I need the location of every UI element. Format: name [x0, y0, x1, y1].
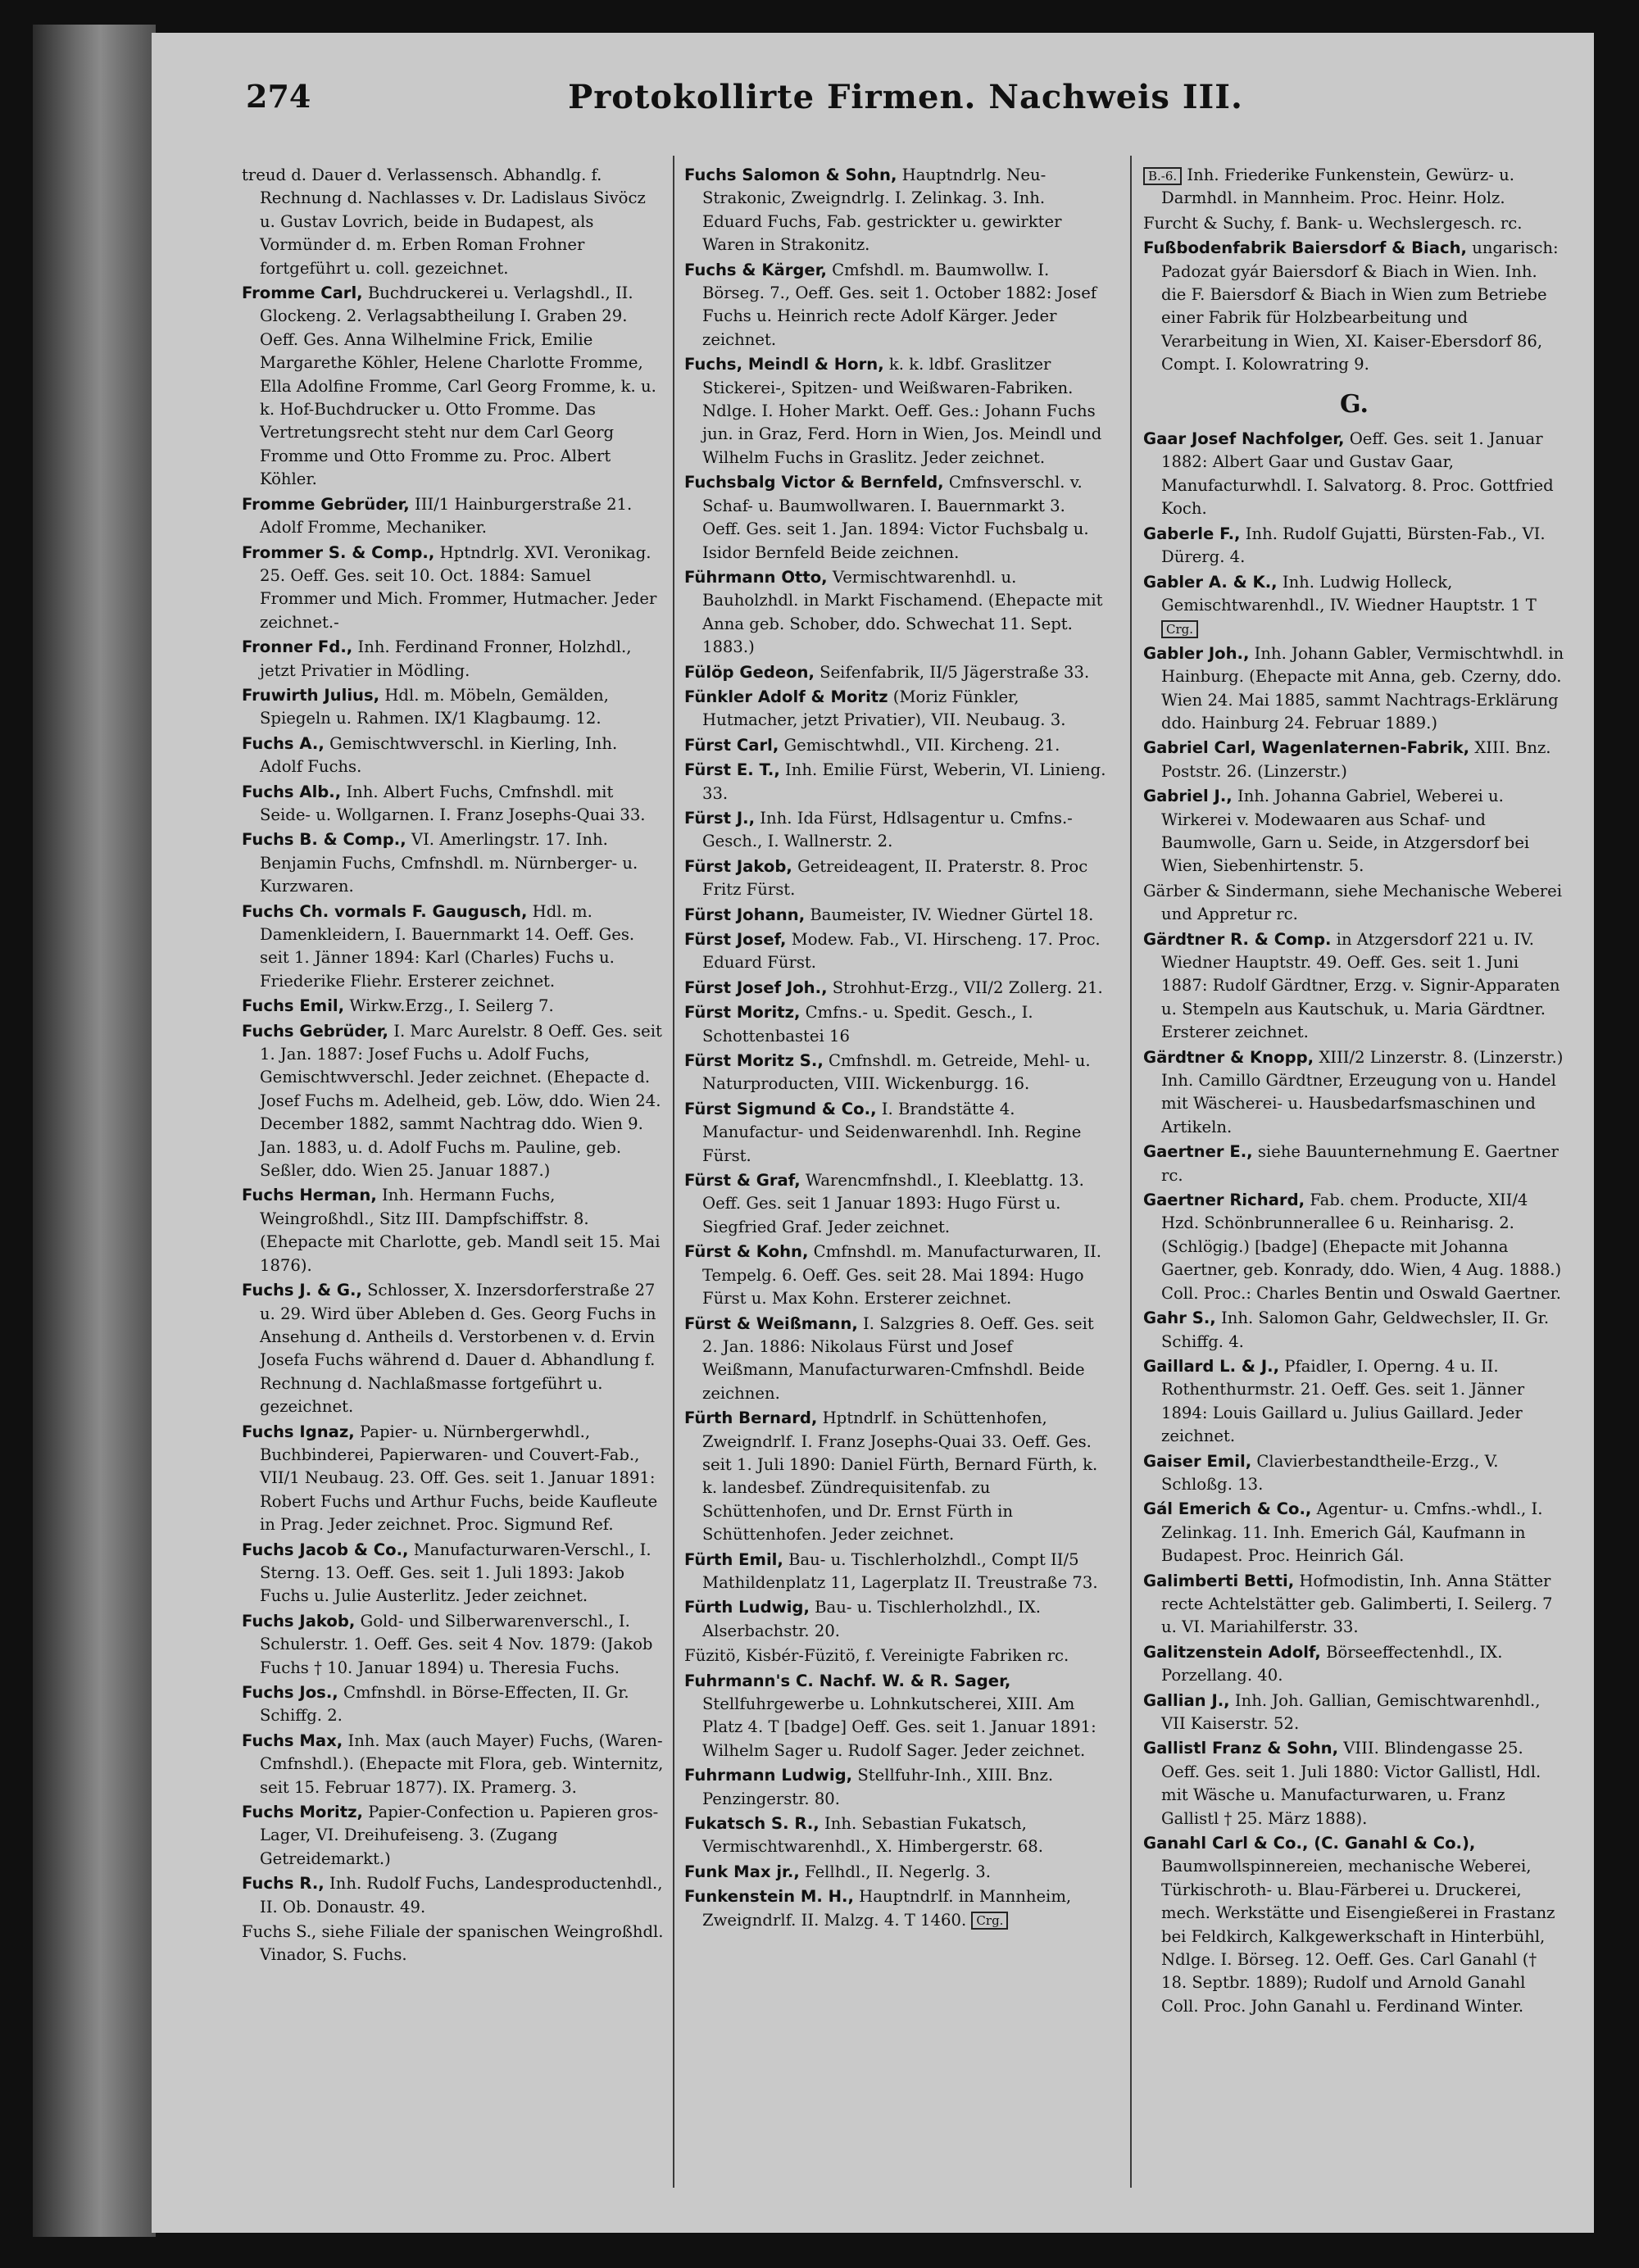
entry: Funkenstein M. H., Hauptndrlf. in Mannheim, Zweigndrlf. II. Malzg. 4. T 1460. Crg. — [684, 1887, 1072, 1930]
entry: Fürst & Weißmann, I. Salzgries 8. Oeff. Ges. seit 2. Jan. 1886: Nikolaus Fürst und Josef Weißmann, Manufacturwaren-Cmfnshdl. Beide zeichnen. — [684, 1313, 1094, 1403]
entry: Gaertner Richard, Fab. chem. Producte, XII/4 Hzd. Schönbrunnerallee 6 u. Reinharisg. 2. (Schlögig.) [badge] (Ehepacte mit Johanna Gaertner, geb. Konrady, ddo. Wien, 4 Aug. 1888.) Coll. Proc.: Charles Bentin und Oswald Gaertner. — [1143, 1191, 1562, 1303]
entry: Gál Emerich & Co., Agentur- u. Cmfns.-whdl., I. Zelinkag. 11. Inh. Emerich Gál, Kaufmann in Budapest. Proc. Heinrich Gál. — [1143, 1499, 1543, 1566]
entry: Fuhrmann's C. Nachf. W. & R. Sager, Stellfuhrgewerbe u. Lohnkutscherei, XIII. Am Platz 4. T [badge] Oeff. Ges. seit 1. Januar 1891: Wilhelm Sager u. Rudolf Sager. Jeder zeichnet. — [684, 1671, 1096, 1760]
entry: Fuchs, Meindl & Horn, k. k. ldbf. Graslitzer Stickerei-, Spitzen- und Weißwaren-Fabriken. Ndlge. I. Hoher Markt. Oeff. Ges.: Johann Fuchs jun. in Graz, Ferd. Horn in Wien, Jos. Meindl und Wilhelm Fuchs in Graslitz. Jeder zeichnet. — [684, 355, 1102, 467]
entry: Fürst Josef, Modew. Fab., VI. Hirscheng. 17. Proc. Eduard Fürst. — [684, 930, 1101, 973]
entry: Gärdtner & Knopp, XIII/2 Linzerstr. 8. (Linzerstr.) Inh. Camillo Gärdtner, Erzeugung von u. Handel mit Wäscherei- u. Hausbedarfsmaschinen und Artikeln. — [1143, 1047, 1564, 1136]
entry: Gabriel Carl, Wagenlaternen-Fabrik, XIII. Bnz. Poststr. 26. (Linzerstr.) — [1143, 738, 1551, 781]
directory-page — [152, 33, 1594, 2233]
entry: Fuchs Jacob & Co., Manufacturwaren-Verschl., I. Sterng. 13. Oeff. Ges. seit 1. Juli 1893: Jakob Fuchs u. Julie Austerlitz. Jeder zeichnet. — [242, 1540, 652, 1606]
crg-badge: Crg. — [1161, 620, 1198, 638]
entry: Gahr S., Inh. Salomon Gahr, Geldwechsler, II. Gr. Schiffg. 4. — [1143, 1309, 1550, 1351]
entry: Fuchs S., siehe Filiale der spanischen Weingroßhdl. Vinador, S. Fuchs. — [242, 1922, 664, 1965]
entry: Gabler Joh., Inh. Johann Gabler, Vermischtwhdl. in Hainburg. (Ehepacte mit Anna, geb. Czerny, ddo. Wien 24. Mai 1885, sammt Nachtrags-Erklärung ddo. Hainburg 24. Februar 1889.) — [1143, 643, 1564, 733]
entry: Fuchs Jos., Cmfnshdl. in Börse-Effecten, II. Gr. Schiffg. 2. — [242, 1683, 629, 1726]
entry: Fuchs Jakob, Gold- und Silberwarenverschl., I. Schulerstr. 1. Oeff. Ges. seit 4 Nov. 1879: (Jakob Fuchs † 10. Januar 1894) u. Theresia Fuchs. — [242, 1611, 653, 1677]
entry: Furcht & Suchy, f. Bank- u. Wechslergesch. rc. — [1143, 213, 1523, 233]
entry: Fuchs R., Inh. Rudolf Fuchs, Landesproductenhdl., II. Ob. Donaustr. 49. — [242, 1874, 663, 1916]
entry: Funk Max jr., Fellhdl., II. Negerlg. 3. — [684, 1862, 991, 1881]
column-rule-1 — [673, 156, 674, 2188]
entry: Fuchs Ch. vormals F. Gaugusch, Hdl. m. Damenkleidern, I. Bauernmarkt 14. Oeff. Ges. seit 1. Jänner 1894: Karl (Charles) Fuchs u. Friederike Fliehr. Ersterer zeichnet. — [242, 901, 635, 991]
column-1 — [242, 164, 664, 2196]
entry: Fuchs Max, Inh. Max (auch Mayer) Fuchs, (Waren-Cmfnshdl.). (Ehepacte mit Flora, geb. Winternitz, seit 15. Februar 1877). IX. Pramerg. 3. — [242, 1730, 664, 1797]
entry: Fuchs A., Gemischtwverschl. in Kierling, Inh. Adolf Fuchs. — [242, 733, 618, 777]
entry: Fukatsch S. R., Inh. Sebastian Fukatsch, Vermischtwarenhdl., X. Himbergerstr. 68. — [684, 1814, 1043, 1857]
entry: Fürst & Kohn, Cmfnshdl. m. Manufacturwaren, II. Tempelg. 6. Oeff. Ges. seit 28. Mai 1894: Hugo Fürst u. Max Kohn. Ersterer zeichnet. — [684, 1242, 1102, 1309]
entry: Fürth Bernard, Hptndrlf. in Schüttenhofen, Zweigndrlf. I. Franz Josephs-Quai 33. Oeff. Ges. seit 1. Juli 1890: Daniel Fürth, Bernard Fürth, k. k. landesbef. Zündrequisitenfab. zu Schüttenhofen, und Dr. Ernst Fürth in Schüttenhofen. Jeder zeichnet. — [684, 1408, 1098, 1545]
entry: Gaar Josef Nachfolger, Oeff. Ges. seit 1. Januar 1882: Albert Gaar und Gustav Gaar, Manufacturwhdl. I. Salvatorg. 8. Proc. Gottfried Koch. — [1143, 429, 1554, 519]
entry: treud d. Dauer d. Verlassensch. Abhandlg. f. Rechnung d. Nachlasses v. Dr. Ladislaus Sivöcz u. Gustav Lovrich, beide in Budapest, als Vormünder d. m. Erben Roman Frohner fortgeführt u. coll. gezeichnet. — [242, 166, 646, 278]
entry: Gärdtner R. & Comp. in Atzgersdorf 221 u. IV. Wiedner Hauptstr. 49. Oeff. Ges. seit 1. Juni 1887: Rudolf Gärdtner, Erzg. v. Signir-Apparaten u. Stempeln aus Kautschuk, u. Maria Gärdtner. Ersterer zeichnet. — [1143, 929, 1560, 1042]
entry: Fuchs Gebrüder, I. Marc Aurelstr. 8 Oeff. Ges. seit 1. Jan. 1887: Josef Fuchs u. Adolf Fuchs, Gemischtwverschl. Jeder zeichnet. (Ehepacte d. Josef Fuchs m. Adelheid, geb. Löw, ddo. Wien 24. December 1882, sammt Nachtrag ddo. Wien 9. Jan. 1883, u. d. Adolf Fuchs m. Pauline, geb. Seßler, ddo. Wien 25. Januar 1887.) — [242, 1021, 662, 1181]
entry: Fuchsbalg Victor & Bernfeld, Cmfnsverschl. v. Schaf- u. Baumwollwaren. I. Bauernmarkt 3. Oeff. Ges. seit 1. Jan. 1894: Victor Fuchsbalg u. Isidor Bernfeld Beide zeichnen. — [684, 473, 1089, 562]
entry: Fuchs B. & Comp., VI. Amerlingstr. 17. Inh. Benjamin Fuchs, Cmfnshdl. m. Nürnberger- u. Kurzwaren. — [242, 830, 638, 896]
entry: Fuchs Alb., Inh. Albert Fuchs, Cmfnshdl. mit Seide- u. Wollgarnen. I. Franz Josephs-Quai 33. — [242, 782, 646, 824]
entry: Fuchs & Kärger, Cmfshdl. m. Baumwollw. I. Börseg. 7., Oeff. Ges. seit 1. October 1882: Josef Fuchs u. Heinrich recte Adolf Kärger. Jeder zeichnet. — [684, 260, 1097, 349]
entry: Füzitö, Kisbér-Füzitö, f. Vereinigte Fabriken rc. — [684, 1646, 1069, 1666]
entry: Gabriel J., Inh. Johanna Gabriel, Weberei u. Wirkerei v. Modewaaren aus Schaf- und Baumwolle, Garn u. Seide, in Atzgersdorf bei Wien, Siebenhirtenstr. 5. — [1143, 787, 1530, 876]
entry: Fuchs Moritz, Papier-Confection u. Papieren gros-Lager, VI. Dreihufeiseng. 3. (Zugang Getreidemarkt.) — [242, 1803, 659, 1868]
entry: Gallian J., Inh. Joh. Gallian, Gemischtwarenhdl., VII Kaiserstr. 52. — [1143, 1690, 1541, 1733]
entry: Fürth Ludwig, Bau- u. Tischlerholzhdl., IX. Alserbachstr. 20. — [684, 1598, 1042, 1640]
entry: Fürst & Graf, Warencmfnshdl., I. Kleeblattg. 13. Oeff. Ges. seit 1 Januar 1893: Hugo Fürst u. Siegfried Graf. Jeder zeichnet. — [684, 1171, 1084, 1236]
entry: Gaillard L. & J., Pfaidler, I. Operng. 4 u. II. Rothenthurmstr. 21. Oeff. Ges. seit 1. Jänner 1894: Louis Gaillard u. Julius Gaillard. Jeder zeichnet. — [1143, 1356, 1525, 1446]
entry: Fuchs Ignaz, Papier- u. Nürnbergerwhdl., Buchbinderei, Papierwaren- und Couvert-Fab., VII/1 Neubaug. 23. Off. Ges. seit 1. Januar 1891: Robert Fuchs und Arthur Fuchs, beide Kaufleute in Prag. Jeder zeichnet. Proc. Sigmund Ref. — [242, 1422, 658, 1535]
entry: Gallistl Franz & Sohn, VIII. Blindengasse 25. Oeff. Ges. seit 1. Juli 1880: Victor Gallistl, Hdl. mit Wäsche u. Manufacturwaren, u. Franz Gallistl † 25. März 1888). — [1143, 1739, 1541, 1828]
entry: Fromme Gebrüder, III/1 Hainburgerstraße 21. Adolf Fromme, Mechaniker. — [242, 494, 633, 538]
entry: Ganahl Carl & Co., (C. Ganahl & Co.), Baumwollspinnereien, mechanische Weberei, Türkischroth- u. Blau-Färberei u. Druckerei, mech. Werkstätte und Eisengießerei in Frastanz bei Feldkirch, Kalkgewerkschaft in Hinterbühl, Ndlge. I. Börseg. 12. Oeff. Ges. Carl Ganahl († 18. Septbr. 1889); Rudolf und Arnold Ganahl Coll. Proc. John Ganahl u. Ferdinand Winter. — [1143, 1834, 1555, 2016]
entry: Fürst Sigmund & Co., I. Brandstätte 4. Manufactur- und Seidenwarenhdl. Inh. Regine Fürst. — [684, 1099, 1082, 1165]
column-rule-2 — [1130, 156, 1132, 2188]
entry: Fuhrmann Ludwig, Stellfuhr-Inh., XIII. Bnz. Penzingerstr. 80. — [684, 1766, 1054, 1808]
running-title: Protokollirte Firmen. Nachweis III. — [568, 78, 1243, 116]
entry: Fuchs Herman, Inh. Hermann Fuchs, Weingroßhdl., Sitz III. Dampfschiffstr. 8. (Ehepacte mit Charlotte, geb. Mandl seit 15. Mai 1876). — [242, 1186, 661, 1275]
entry: Galimberti Betti, Hofmodistin, Inh. Anna Stätter recte Achtelstätter geb. Galimberti, I. Seilerg. 7 u. VI. Mariahilferstr. 33. — [1143, 1571, 1553, 1637]
entry: Fronner Fd., Inh. Ferdinand Fronner, Holzhdl., jetzt Privatier in Mödling. — [242, 637, 632, 680]
entry: Gaberle F., Inh. Rudolf Gujatti, Bürsten-Fab., VI. Dürerg. 4. — [1143, 524, 1546, 567]
page-number: 274 — [246, 78, 311, 115]
entry: Fuchs Emil, Wirkw.Erzg., I. Seilerg 7. — [242, 996, 554, 1016]
entry: Fußbodenfabrik Baiersdorf & Biach, ungarisch: Padozat gyár Baiersdorf & Biach in Wien. Inh. die F. Baiersdorf & Biach in Wien zum Betriebe einer Fabrik für Holzbearbeitung und Verarbeitung in Wien, XI. Kaiser-Ebersdorf 86, Compt. I. Kolowratring 9. — [1143, 238, 1559, 374]
entry: Fromme Carl, Buchdruckerei u. Verlagshdl., II. Glockeng. 2. Verlagsabtheilung I. Graben 29. Oeff. Ges. Anna Wilhelmine Frick, Emilie Margarethe Köhler, Helene Charlotte Fromme, Ella Adolfine Fromme, Carl Georg Fromme, k. u. k. Hof-Buchdrucker u. Otto Fromme. Das Vertretungsrecht steht nur dem Carl Georg Fromme und Otto Fromme zu. Proc. Albert Köhler. — [242, 284, 656, 489]
entry: Fürst J., Inh. Ida Fürst, Hdlsagentur u. Cmfns.-Gesch., I. Wallnerstr. 2. — [684, 808, 1073, 851]
entry: Fuchs J. & G., Schlosser, X. Inzersdorferstraße 27 u. 29. Wird über Ableben d. Ges. Georg Fuchs in Ansehung d. Antheils d. Verstorbenen v. d. Ervin Josefa Fuchs während d. Dauer d. Abhandlung f. Rechnung d. Nachlaßmasse fortgeführt u. gezeichnet. — [242, 1281, 656, 1417]
entry: Frommer S. & Comp., Hptndrlg. XVI. Veronikag. 25. Oeff. Ges. seit 10. Oct. 1884: Samuel Frommer und Mich. Frommer, Hutmacher. Jeder zeichnet.- — [242, 542, 657, 632]
entry: Fürst Moritz, Cmfns.- u. Spedit. Gesch., I. Schottenbastei 16 — [684, 1003, 1033, 1046]
column-3 — [1143, 164, 1565, 2196]
entry: Fürth Emil, Bau- u. Tischlerholzhdl., Compt II/5 Mathildenplatz 11, Lagerplatz II. Treustraße 73. — [684, 1549, 1098, 1592]
section-letter-g: G. — [1340, 389, 1369, 419]
book-page-edges — [33, 25, 156, 2237]
entry: Gabler A. & K., Inh. Ludwig Holleck, Gemischtwarenhdl., IV. Wiedner Hauptstr. 1 T Crg. — [1143, 572, 1537, 637]
entry: Fruwirth Julius, Hdl. m. Möbeln, Gemälden, Spiegeln u. Rahmen. IX/1 Klagbaumg. 12. — [242, 685, 609, 728]
crg-badge: Crg. — [971, 1912, 1008, 1930]
entry: Fürst E. T., Inh. Emilie Fürst, Weberin, VI. Linieng. 33. — [684, 760, 1106, 803]
entry: Fürst Moritz S., Cmfnshdl. m. Getreide, Mehl- u. Naturproducten, VIII. Wickenburgg. 16. — [684, 1051, 1091, 1094]
entry: Galitzenstein Adolf, Börseeffectenhdl., IX. Porzellang. 40. — [1143, 1642, 1503, 1685]
entry: Fülöp Gedeon, Seifenfabrik, II/5 Jägerstraße 33. — [684, 662, 1090, 682]
entry: Fürst Carl, Gemischtwhdl., VII. Kircheng. 21. — [684, 735, 1060, 755]
column-2 — [684, 164, 1106, 2196]
entry: Gaiser Emil, Clavierbestandtheile-Erzg., V. Schloßg. 13. — [1143, 1451, 1499, 1494]
entry: Fürst Josef Joh., Strohhut-Erzg., VII/2 Zollerg. 21. — [684, 978, 1103, 997]
entry: B.-6. Inh. Friederike Funkenstein, Gewürz- u. Darmhdl. in Mannheim. Proc. Heinr. Holz. — [1143, 164, 1565, 211]
entry: Fürst Johann, Baumeister, IV. Wiedner Gürtel 18. — [684, 905, 1094, 924]
entry: Führmann Otto, Vermischtwarenhdl. u. Bauholzhdl. in Markt Fischamend. (Ehepacte mit Anna geb. Schober, ddo. Schwechat 11. Sept. 1883.) — [684, 567, 1103, 657]
entry: Fünkler Adolf & Moritz (Moriz Fünkler, Hutmacher, jetzt Privatier), VII. Neubaug. 3. — [684, 687, 1066, 730]
ab-badge: B.-6. — [1143, 167, 1182, 185]
page-header — [246, 78, 1565, 135]
entry: Fuchs Salomon & Sohn, Hauptndrlg. Neu-Strakonic, Zweigndrlg. I. Zelinkag. 3. Inh. Eduard Fuchs, Fab. gestrickter u. gewirkter Waren in Strakonitz. — [684, 166, 1062, 255]
entry: Fürst Jakob, Getreideagent, II. Praterstr. 8. Proc Fritz Fürst. — [684, 856, 1088, 900]
entry: Gärber & Sindermann, siehe Mechanische Weberei und Appretur rc. — [1143, 881, 1563, 924]
entry: Gaertner E., siehe Bauunternehmung E. Gaertner rc. — [1143, 1142, 1559, 1185]
